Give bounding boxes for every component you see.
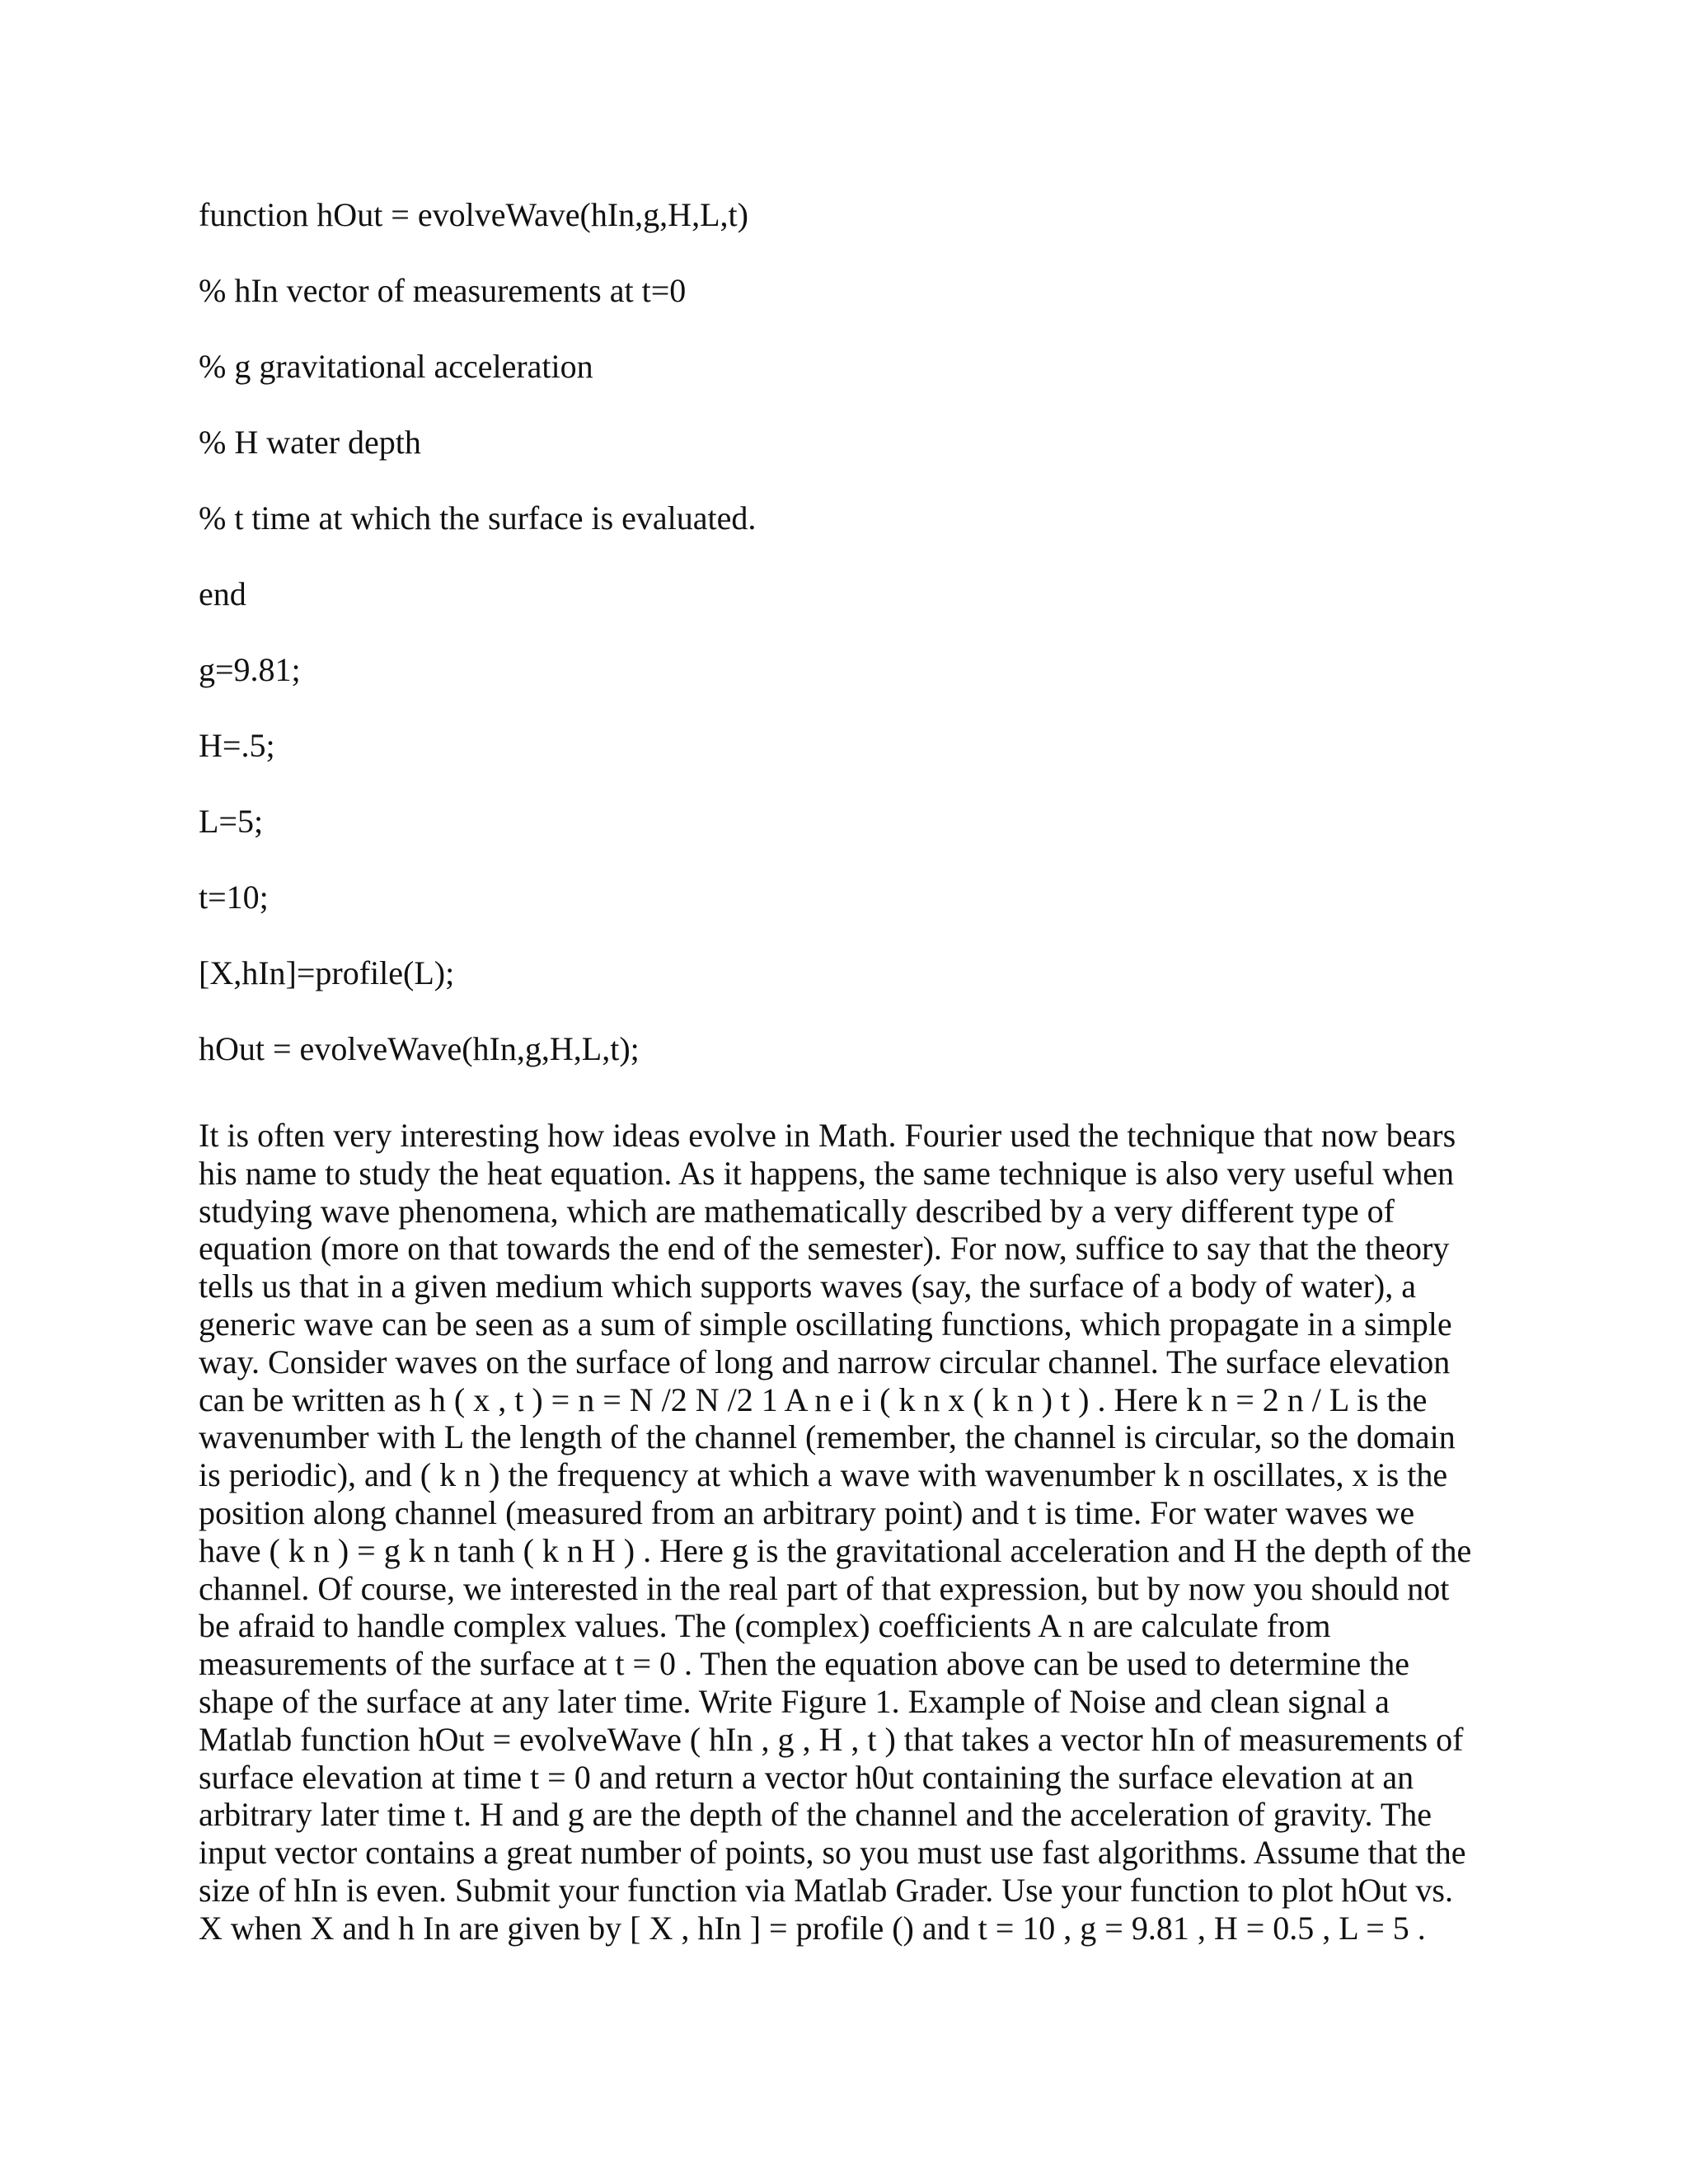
paragraph-line: is periodic), and ( k n ) the frequency at which a wave with wavenumber k n oscillates, x is the	[199, 1456, 1448, 1494]
paragraph-line: generic wave can be seen as a sum of simple oscillating functions, which propagate in a simple	[199, 1305, 1452, 1343]
code-line-l-assign: L=5;	[199, 803, 264, 840]
paragraph-line: way. Consider waves on the surface of long and narrow circular channel. The surface elevation	[199, 1343, 1451, 1380]
paragraph-line: wavenumber with L the length of the channel (remember, the channel is circular, so the domain	[199, 1418, 1456, 1456]
problem-description-paragraph	[199, 1117, 1501, 1947]
code-line-end: end	[199, 575, 246, 612]
paragraph-line: X when X and h In are given by [ X , hIn ] = profile () and t = 10 , g = 9.81 , H = 0.5 , L = 5 .	[199, 1909, 1426, 1947]
code-line-evolve-call: hOut = evolveWave(hIn,g,H,L,t);	[199, 1030, 640, 1067]
paragraph-line: Matlab function hOut = evolveWave ( hIn , g , H , t ) that takes a vector hIn of measurements of	[199, 1720, 1464, 1758]
paragraph-line: studying wave phenomena, which are mathematically described by a very different type of	[199, 1192, 1395, 1230]
paragraph-line: can be written as h ( x , t ) = n = N /2 N /2 1 A n e i ( k n x ( k n ) t ) . Here k n = 2 n / L is the	[199, 1380, 1428, 1418]
code-line-comment-h: % H water depth	[199, 424, 421, 461]
paragraph-line: be afraid to handle complex values. The (complex) coefficients A n are calculate from	[199, 1607, 1331, 1645]
paragraph-line: his name to study the heat equation. As it happens, the same technique is also very useful when	[199, 1154, 1454, 1192]
paragraph-line: shape of the surface at any later time. Write Figure 1. Example of Noise and clean signal a	[199, 1682, 1390, 1720]
paragraph-line: arbitrary later time t. H and g are the depth of the channel and the acceleration of gravity. The	[199, 1796, 1432, 1834]
paragraph-line: measurements of the surface at t = 0 . Then the equation above can be used to determine the	[199, 1645, 1410, 1683]
paragraph-line: position along channel (measured from an arbitrary point) and t is time. For water waves we	[199, 1493, 1415, 1531]
paragraph-line: surface elevation at time t = 0 and return a vector h0ut containing the surface elevation at an	[199, 1758, 1414, 1796]
paragraph-line: have ( k n ) = g k n tanh ( k n H ) . Here g is the gravitational acceleration and H the depth of the	[199, 1531, 1472, 1569]
code-line-h-assign: H=.5;	[199, 727, 275, 764]
code-line-profile-call: [X,hIn]=profile(L);	[199, 954, 455, 991]
paragraph-line: tells us that in a given medium which supports waves (say, the surface of a body of water), a	[199, 1268, 1416, 1305]
code-line-function-signature: function hOut = evolveWave(hIn,g,H,L,t)	[199, 196, 748, 233]
code-line-comment-t: % t time at which the surface is evaluated.	[199, 499, 757, 537]
paragraph-line: size of hIn is even. Submit your function via Matlab Grader. Use your function to plot hOut vs.	[199, 1871, 1453, 1909]
code-line-g-assign: g=9.81;	[199, 651, 301, 688]
paragraph-line: channel. Of course, we interested in the real part of that expression, but by now you should not	[199, 1569, 1450, 1607]
code-line-comment-hin: % hIn vector of measurements at t=0	[199, 272, 687, 309]
paragraph-line: It is often very interesting how ideas evolve in Math. Fourier used the technique that now bears	[199, 1117, 1456, 1154]
code-line-t-assign: t=10;	[199, 879, 269, 916]
paragraph-line: equation (more on that towards the end of the semester). For now, suffice to say that the theory	[199, 1230, 1450, 1268]
paragraph-line: input vector contains a great number of points, so you must use fast algorithms. Assume that the	[199, 1834, 1466, 1872]
code-line-comment-g: % g gravitational acceleration	[199, 348, 593, 385]
